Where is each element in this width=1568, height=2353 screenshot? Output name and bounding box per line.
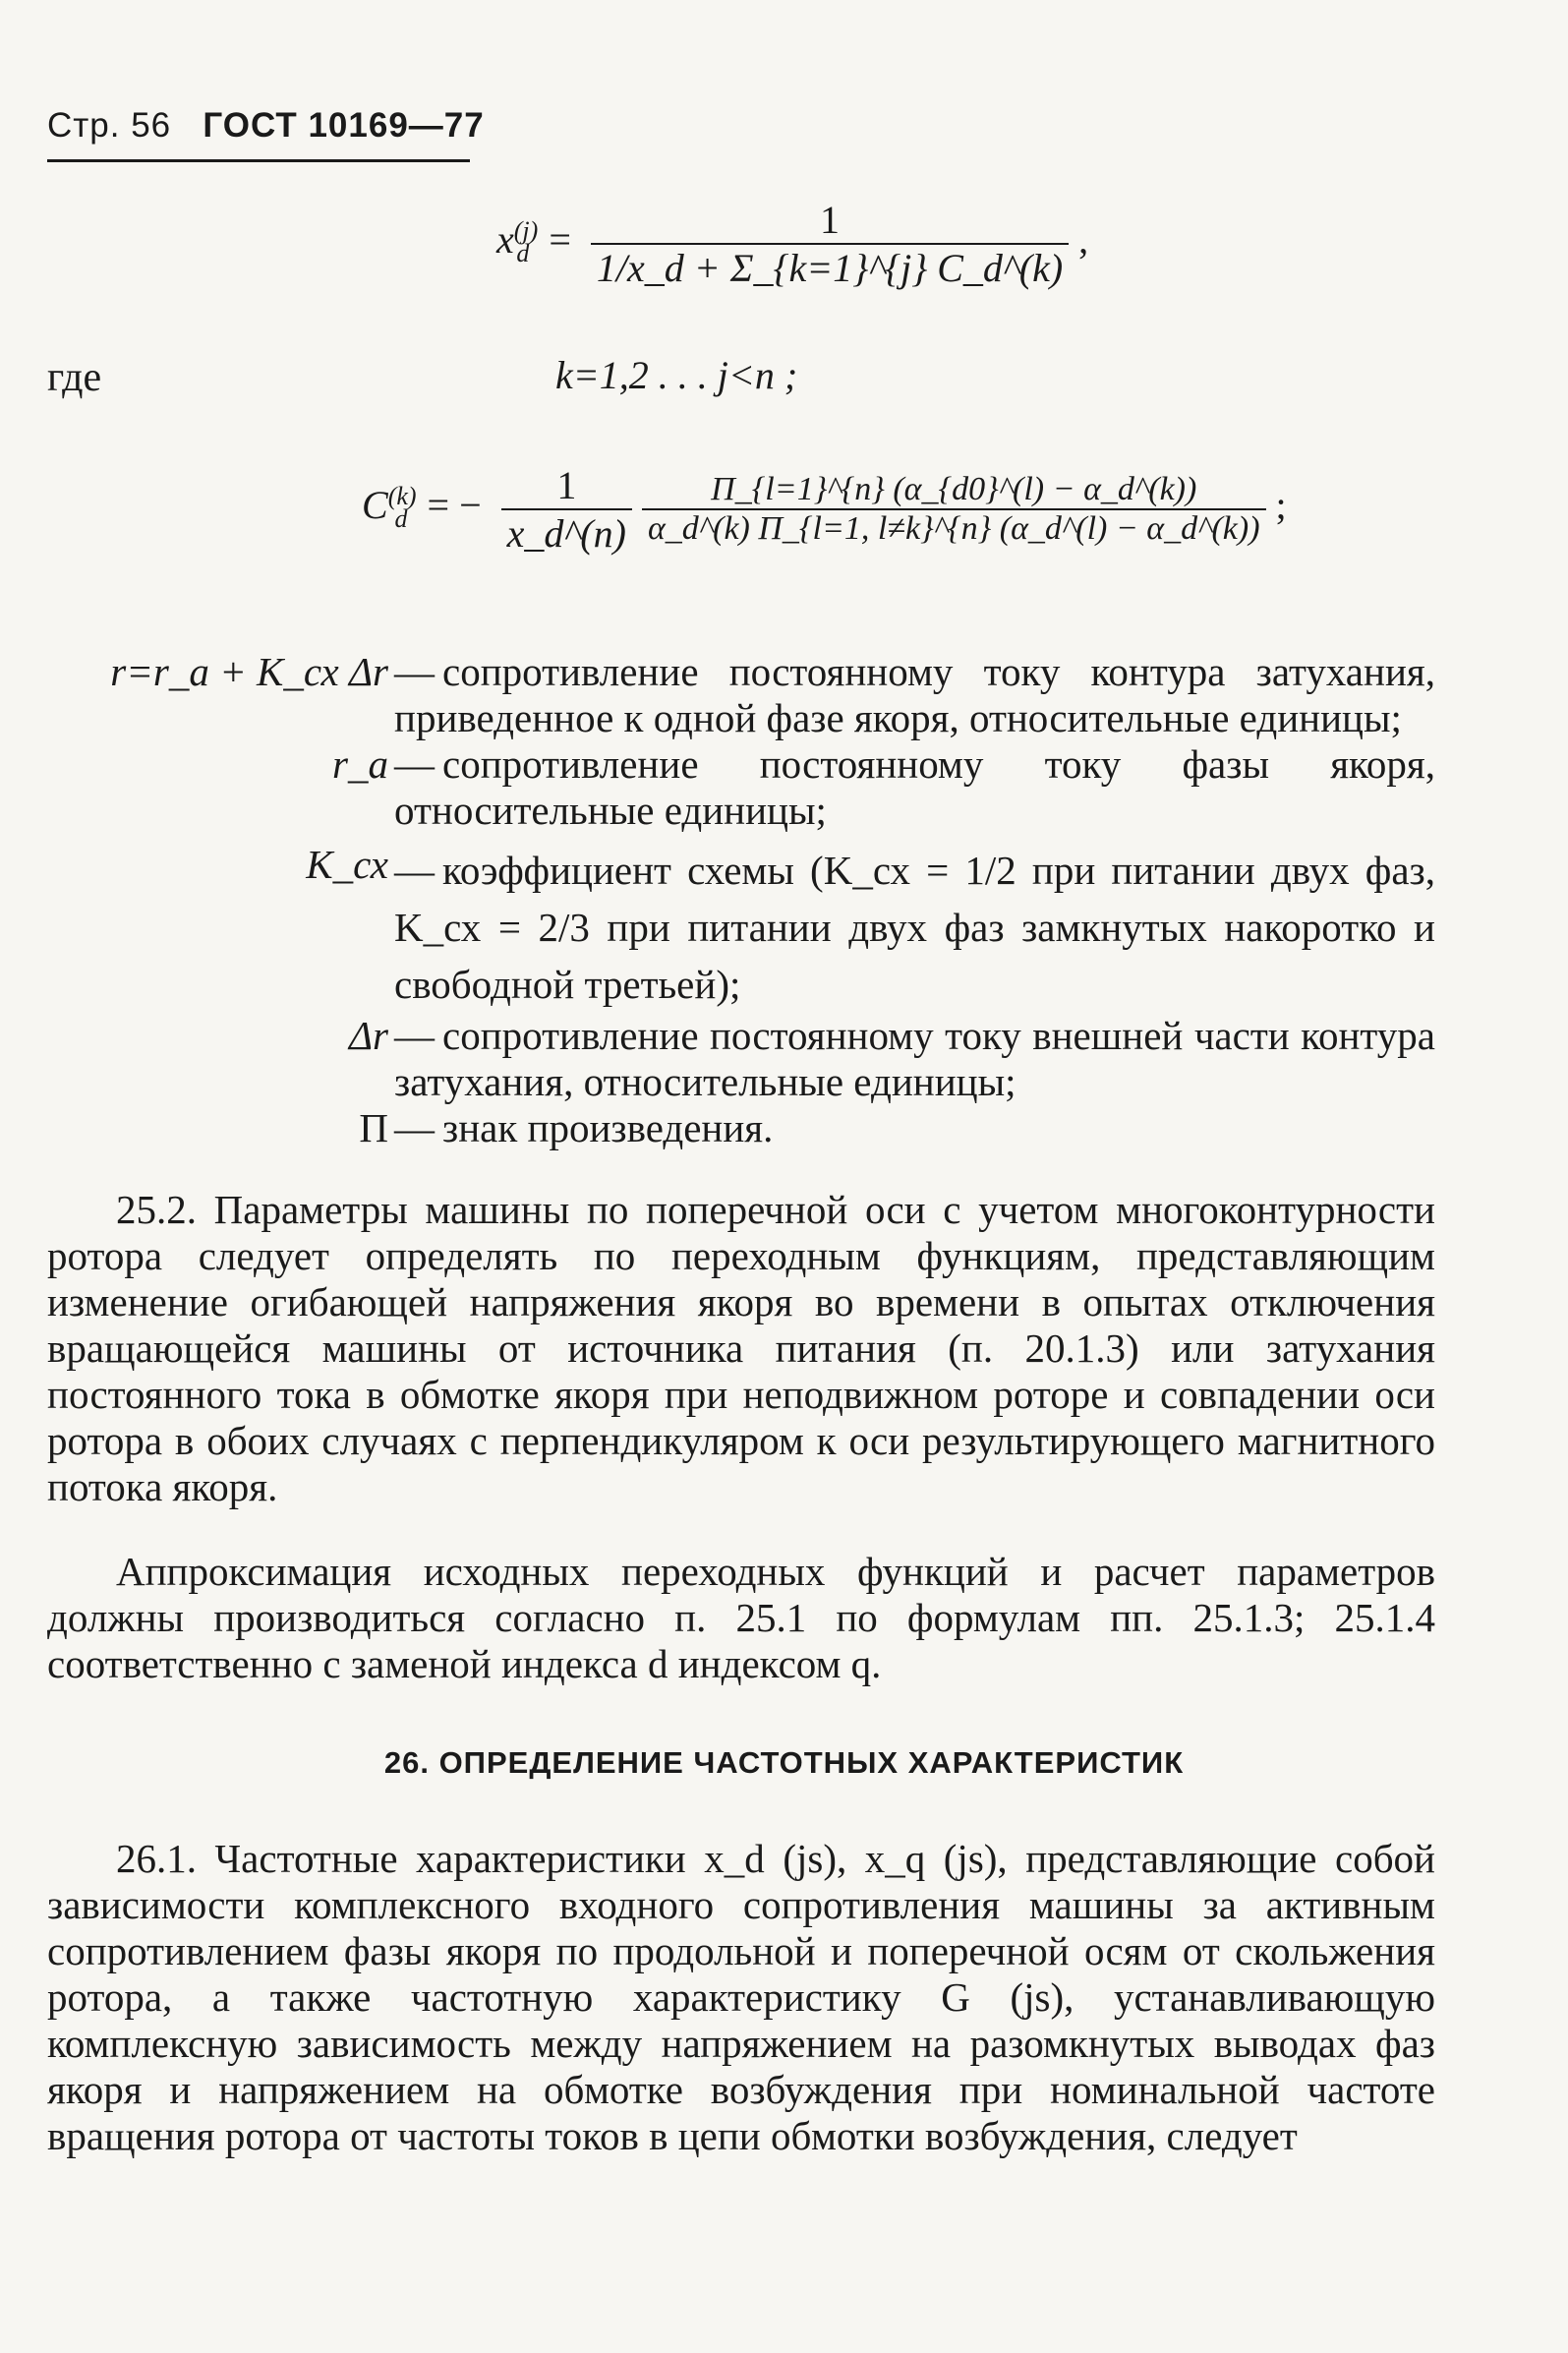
definition-item: K_сх — коэффициент схемы (K_сх = 1/2 при питании двух фаз, K_сх = 2/3 при питании двух фаз замкнутых накоротко и свободной третьей); bbox=[306, 842, 1435, 1007]
document-id: ГОСТ 10169—77 bbox=[203, 106, 485, 145]
definition-item: Δr — сопротивление постоянному току внешней части контура затухания, относительные единицы; bbox=[348, 1013, 1435, 1104]
formula-xd-j-fraction: $\frac{1}{1/x\_d + \Sigma\_\{k=1\}\^{}\{j\} C\_d\^{}(k)}$ bbox=[591, 197, 1069, 291]
definitions-list bbox=[39, 649, 1435, 1151]
paragraph-25-2: 25.2. Параметры машины по поперечной оси с учетом многоконтурности ротора следует определять по переходным функциям, представляющим изменение огибающей напряжения якоря во времени в опытах отключения вращающейся машины от источника питания (п. 20.1.3) или затухания постоянного тока в обмотке якоря при неподвижном роторе и совпадении оси ротора в обоих случаях с перпендикуляром к оси результирующего магнитного потока якоря. bbox=[47, 1187, 1435, 1509]
paragraph-26-1: 26.1. Частотные характеристики x_d (js), x_q (js), представляющие собой зависимости комплексного входного сопротивления машины за активным сопротивлением фазы якоря по продольной и поперечной осям от скольжения ротора, а также частотную характеристику G (js), устанавливающую комплексную зависимость между напряжением на разомкнутых выводах фаз якоря и напряжением на обмотке возбуждения при номинальной частоте вращения ротора от частоты токов в цепи обмотки возбуждения, следует bbox=[47, 1836, 1435, 2158]
section-26-title: 26. ОПРЕДЕЛЕНИЕ ЧАСТОТНЫХ ХАРАКТЕРИСТИК bbox=[383, 1745, 1185, 1780]
paragraph-approximation: Аппроксимация исходных переходных функций и расчет параметров должны производиться согласно п. 25.1 по формулам пп. 25.1.3; 25.1.4 соответственно с заменой индекса d индексом q. bbox=[47, 1549, 1435, 1686]
page-label: Стр. 56 bbox=[47, 106, 172, 145]
formula-xd-j: $x^{(j)}_d$ = $\frac{1}{1/x\_d + \Sigma\_\{k=1\}\^{}\{j\} C\_d\^{}(k)}$ , bbox=[496, 198, 1089, 290]
definition-item: r=r_a + K_сх Δr — сопротивление постоянному току контура затухания, приведенное к одной фазе якоря, относительные единицы; bbox=[110, 649, 1435, 740]
formula-cd-k-fraction-1: $\frac{1}{x\_d\^{}(n)}$ bbox=[501, 462, 632, 557]
page-header bbox=[47, 106, 485, 146]
formula-cd-k-fraction-2: $\frac{\Pi\_\{l=1\}\^{}\{n\} (\alpha\_\{d0\}\^{}(l) - \alpha\_d\^{}(k))}{\alpha\_d\^{}(k) \Pi\_\{l=1, l\ne k\}\^{}\{n\} (\alpha\_d\^{}(l) - \alpha\_d\^{}(k))}$ bbox=[642, 471, 1266, 548]
where-label: где bbox=[47, 355, 102, 400]
formula-cd-k: $C^{(k)}_d$ = − $\frac{1}{x\_d\^{}(n)}$ $\frac{\Pi\_\{l=1\}\^{}\{n\} (\alpha\_\{d0\}\^{}(l) - \alpha\_d\^{}(k))}{\alpha\_d\^{}(k) \Pi\_\{l=1, l\ne k\}\^{}\{n\} (\alpha\_d\^{}(l) - \alpha\_d\^{}(k))}$ ; bbox=[362, 463, 1287, 556]
formula-k-range: k=1,2 . . . j<n ; bbox=[555, 353, 798, 397]
definition-item: r_a — сопротивление постоянному току фазы якоря, относительные единицы; bbox=[332, 741, 1435, 833]
header-rule bbox=[47, 159, 470, 162]
definition-item: П — знак произведения. bbox=[359, 1105, 774, 1150]
